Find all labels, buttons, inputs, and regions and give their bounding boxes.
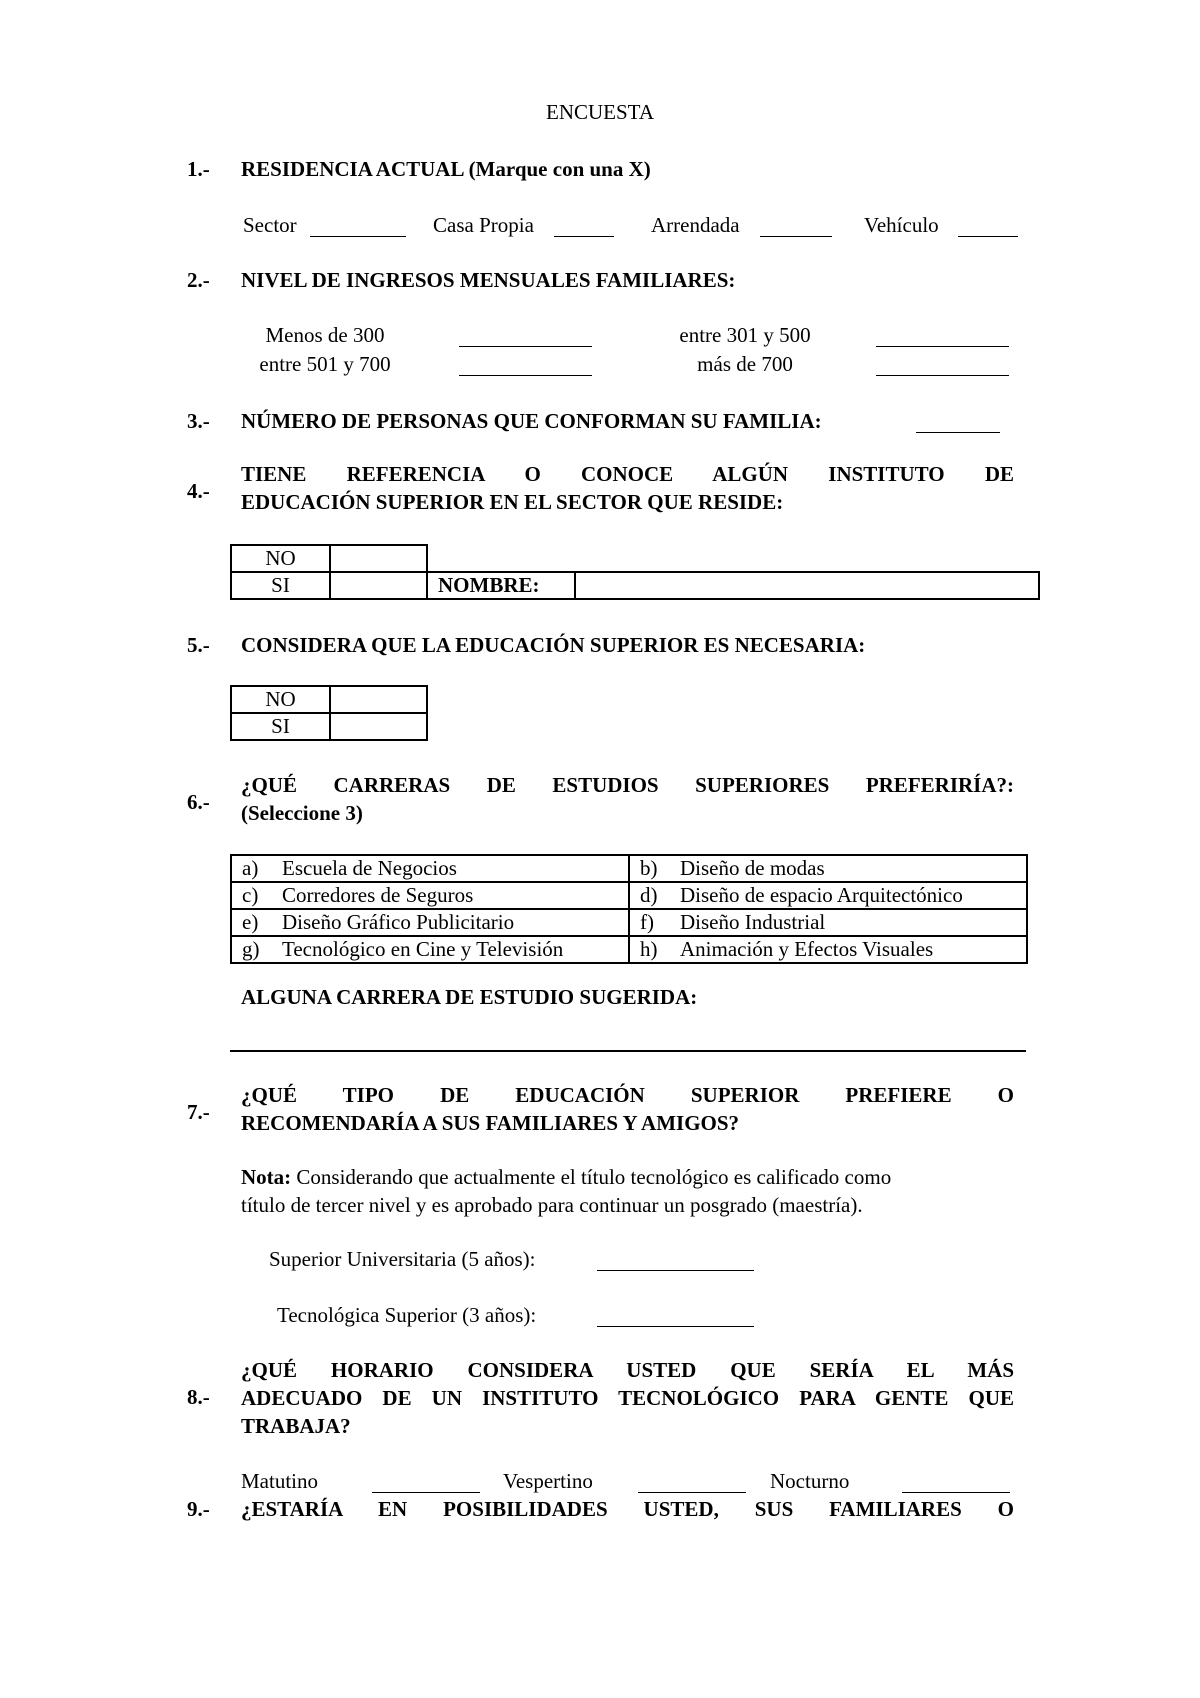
q1-vehiculo-blank[interactable] [958,236,1018,237]
q4-si-label: SI [231,572,330,599]
q6-option[interactable]: b) Diseño de modas [629,855,1027,882]
q4-si-checkbox[interactable] [330,572,427,599]
q4-question-line1: TIENE REFERENCIA O CONOCE ALGÚN INSTITUTO DE [241,462,1014,486]
q6-number: 6.- [187,790,210,814]
q6-options-table [230,854,1028,964]
q8-option-label: Nocturno [770,1469,850,1493]
q6-option[interactable]: d) Diseño de espacio Arquitectónico [629,882,1027,909]
q5-number: 5.- [187,633,210,657]
q6-option[interactable]: g) Tecnológico en Cine y Televisión [231,936,629,963]
q8-option-blank[interactable] [638,1492,746,1493]
q2-range-blank[interactable] [459,375,592,376]
q1-vehiculo-label: Vehículo [864,213,939,237]
q1-question: RESIDENCIA ACTUAL (Marque con una X) [241,157,651,181]
q2-range-label: entre 501 y 700 [259,352,391,376]
q1-arrendada-label: Arrendada [651,213,740,237]
q8-option-label: Matutino [241,1469,318,1493]
q3-question: NÚMERO DE PERSONAS QUE CONFORMAN SU FAMILIA: [241,409,822,433]
q8-question-line1: ¿QUÉ HORARIO CONSIDERA USTED QUE SERÍA EL MÁS [241,1358,1014,1382]
q4-answer-table [230,544,1040,600]
q8-question-line2: ADECUADO DE UN INSTITUTO TECNOLÓGICO PARA GENTE QUE [241,1386,1014,1410]
q5-no-label: NO [231,686,330,713]
q1-sector-blank[interactable] [310,236,406,237]
q2-range-label: más de 700 [697,352,793,376]
q4-nombre-field[interactable] [575,572,1039,599]
q7-note-line1: Nota: Considerando que actualmente el título tecnológico es calificado como [241,1165,892,1189]
q5-no-checkbox[interactable] [330,686,427,713]
q8-number: 8.- [187,1385,210,1409]
q5-answer-table [230,685,428,741]
q6-option[interactable]: f) Diseño Industrial [629,909,1027,936]
q3-number: 3.- [187,409,210,433]
q6-option[interactable]: h) Animación y Efectos Visuales [629,936,1027,963]
q7-number: 7.- [187,1100,210,1124]
q7-option-label: Superior Universitaria (5 años): [269,1247,536,1271]
page-title: ENCUESTA [546,100,654,124]
q5-si-checkbox[interactable] [330,713,427,740]
q1-casa-propia-blank[interactable] [554,236,614,237]
q4-no-checkbox[interactable] [330,545,427,572]
q7-question-line2: RECOMENDARÍA A SUS FAMILIARES Y AMIGOS? [241,1111,740,1135]
q6-option[interactable]: a) Escuela de Negocios [231,855,629,882]
q2-range-blank[interactable] [876,346,1009,347]
q7-question-line1: ¿QUÉ TIPO DE EDUCACIÓN SUPERIOR PREFIERE O [241,1083,1014,1107]
q2-range-blank[interactable] [459,346,592,347]
q8-option-blank[interactable] [902,1492,1010,1493]
q6-question-line1: ¿QUÉ CARRERAS DE ESTUDIOS SUPERIORES PREFERIRÍA?: [241,773,1014,797]
q1-number: 1.- [187,157,210,181]
q4-nombre-label: NOMBRE: [427,572,575,599]
q9-number: 9.- [187,1497,210,1521]
q6-question-line2: (Seleccione 3) [241,801,363,825]
q1-casa-propia-label: Casa Propia [433,213,534,237]
q8-option-blank[interactable] [372,1492,480,1493]
q8-question-line3: TRABAJA? [241,1414,351,1438]
q5-si-label: SI [231,713,330,740]
q6-suggest-label: ALGUNA CARRERA DE ESTUDIO SUGERIDA: [241,985,698,1009]
q7-note-line2: título de tercer nivel y es aprobado para continuar un posgrado (maestría). [241,1193,863,1217]
q9-question-line1: ¿ESTARÍA EN POSIBILIDADES USTED, SUS FAMILIARES O [241,1497,1014,1521]
q2-number: 2.- [187,268,210,292]
q2-range-label: entre 301 y 500 [679,323,811,347]
q8-option-label: Vespertino [503,1469,593,1493]
q2-question: NIVEL DE INGRESOS MENSUALES FAMILIARES: [241,268,736,292]
q1-arrendada-blank[interactable] [760,236,832,237]
q7-option-blank[interactable] [597,1326,754,1327]
q4-no-label: NO [231,545,330,572]
q2-range-label: Menos de 300 [265,323,385,347]
q4-question-line2: EDUCACIÓN SUPERIOR EN EL SECTOR QUE RESIDE: [241,490,784,514]
q2-range-blank[interactable] [876,375,1009,376]
q5-question: CONSIDERA QUE LA EDUCACIÓN SUPERIOR ES NECESARIA: [241,633,866,657]
q6-option[interactable]: c) Corredores de Seguros [231,882,629,909]
q3-family-count-blank[interactable] [916,432,1000,433]
q7-option-blank[interactable] [597,1270,754,1271]
q6-suggest-field[interactable] [230,1050,1026,1052]
q6-option[interactable]: e) Diseño Gráfico Publicitario [231,909,629,936]
q4-number: 4.- [187,479,210,503]
q7-option-label: Tecnológica Superior (3 años): [277,1303,537,1327]
q1-sector-label: Sector [243,213,297,237]
